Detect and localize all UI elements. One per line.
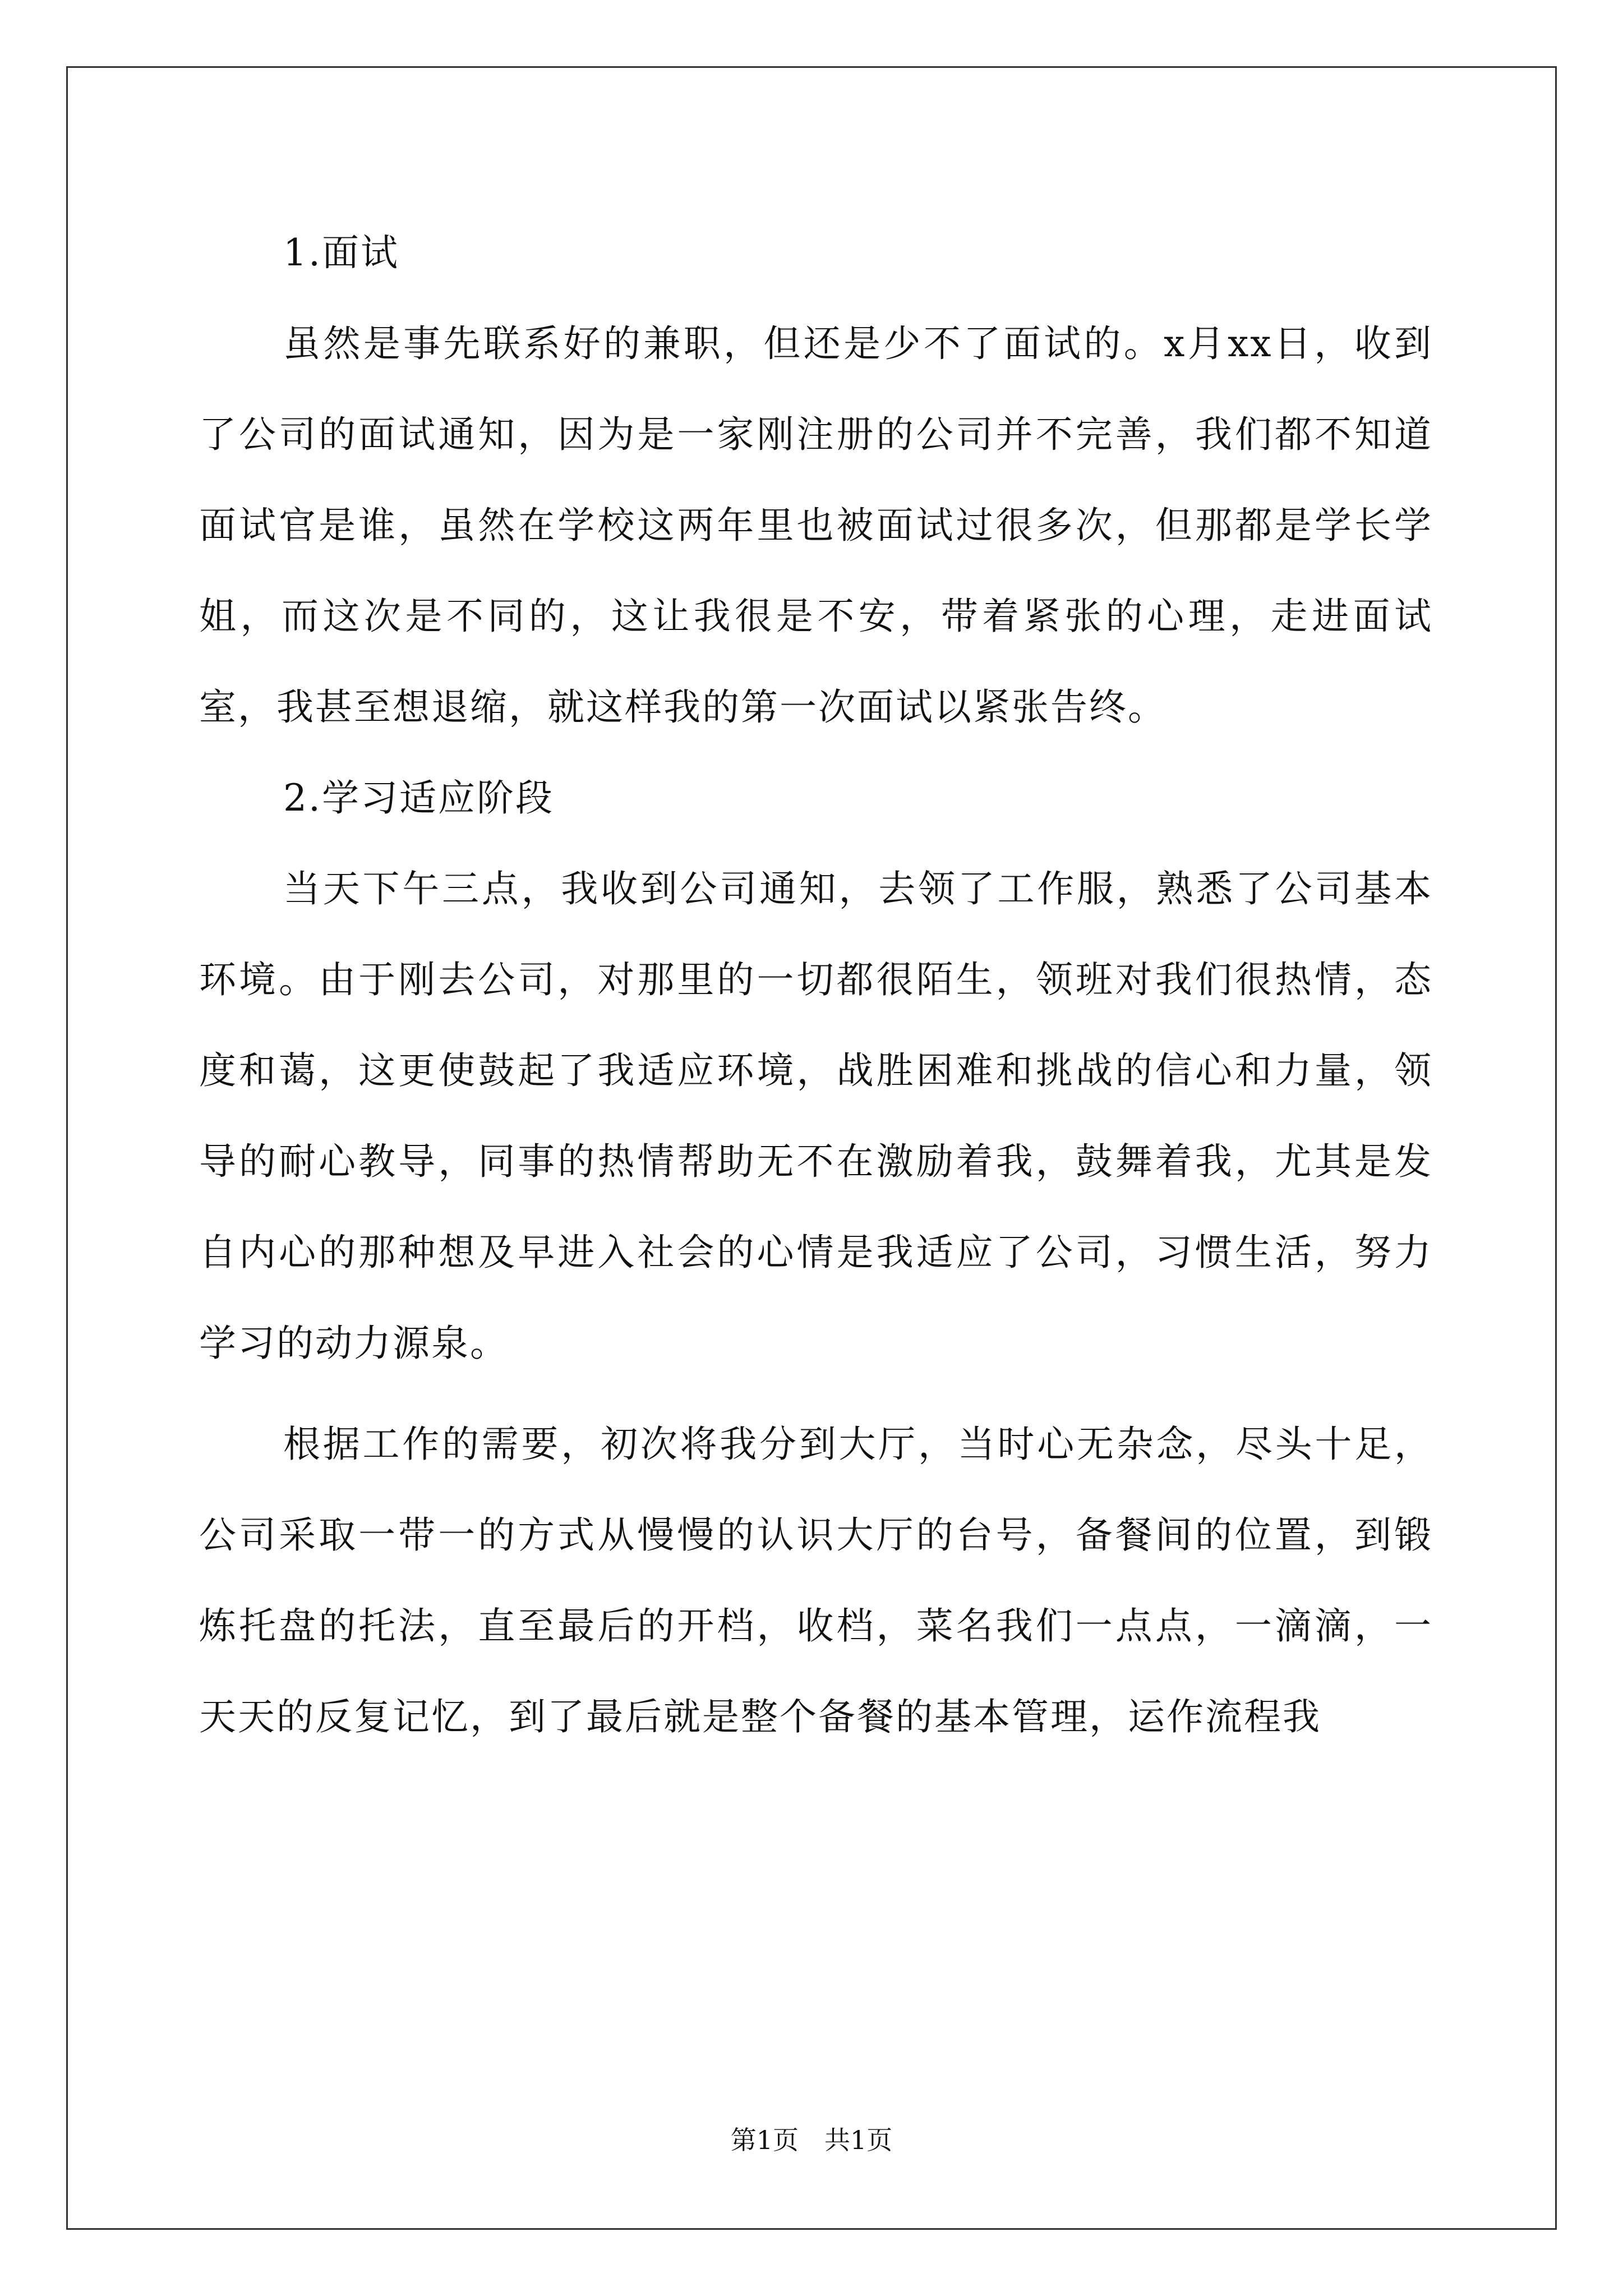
section-heading-interview: 1.面试 bbox=[283, 231, 399, 274]
paragraph-adaptation-2: 根据工作的需要，初次将我分到大厅，当时心无杂念，尽头十足，公司采取一带一的方式从慢慢的认识大厅的台号，备餐间的位置，到锻炼托盘的托法，直至最后的开档，收档，菜名我们一点点，一滴滴，一天天的反复记忆，到了最后就是整个备餐的基本管理，运作流程我 bbox=[199, 1423, 1433, 1738]
paragraph-adaptation-1: 当天下午三点，我收到公司通知，去领了工作服，熟悉了公司基本环境。由于刚去公司，对那里的一切都很陌生，领班对我们很热情，态度和蔼，这更使鼓起了我适应环境，战胜困难和挑战的信心和力量，领导的耐心教导，同事的热情帮助无不在激励着我，鼓舞着我，尤其是发自内心的那种想及早进入社会的心情是我适应了公司，习惯生活，努力学习的动力源泉。 bbox=[199, 867, 1433, 1365]
section-heading-adaptation: 2.学习适应阶段 bbox=[283, 776, 554, 820]
paragraph-interview: 虽然是事先联系好的兼职，但还是少不了面试的。x月xx日，收到了公司的面试通知，因为是一家刚注册的公司并不完善，我们都不知道面试官是谁，虽然在学校这两年里也被面试过很多次，但那都是学长学姐，而这次是不同的，这让我很是不安，带着紧张的心理，走进面试室，我甚至想退缩，就这样我的第一次面试以紧张告终。 bbox=[199, 322, 1433, 729]
page-number-footer: 第1页 共1页 bbox=[730, 2125, 893, 2155]
document-body bbox=[199, 208, 1433, 1763]
